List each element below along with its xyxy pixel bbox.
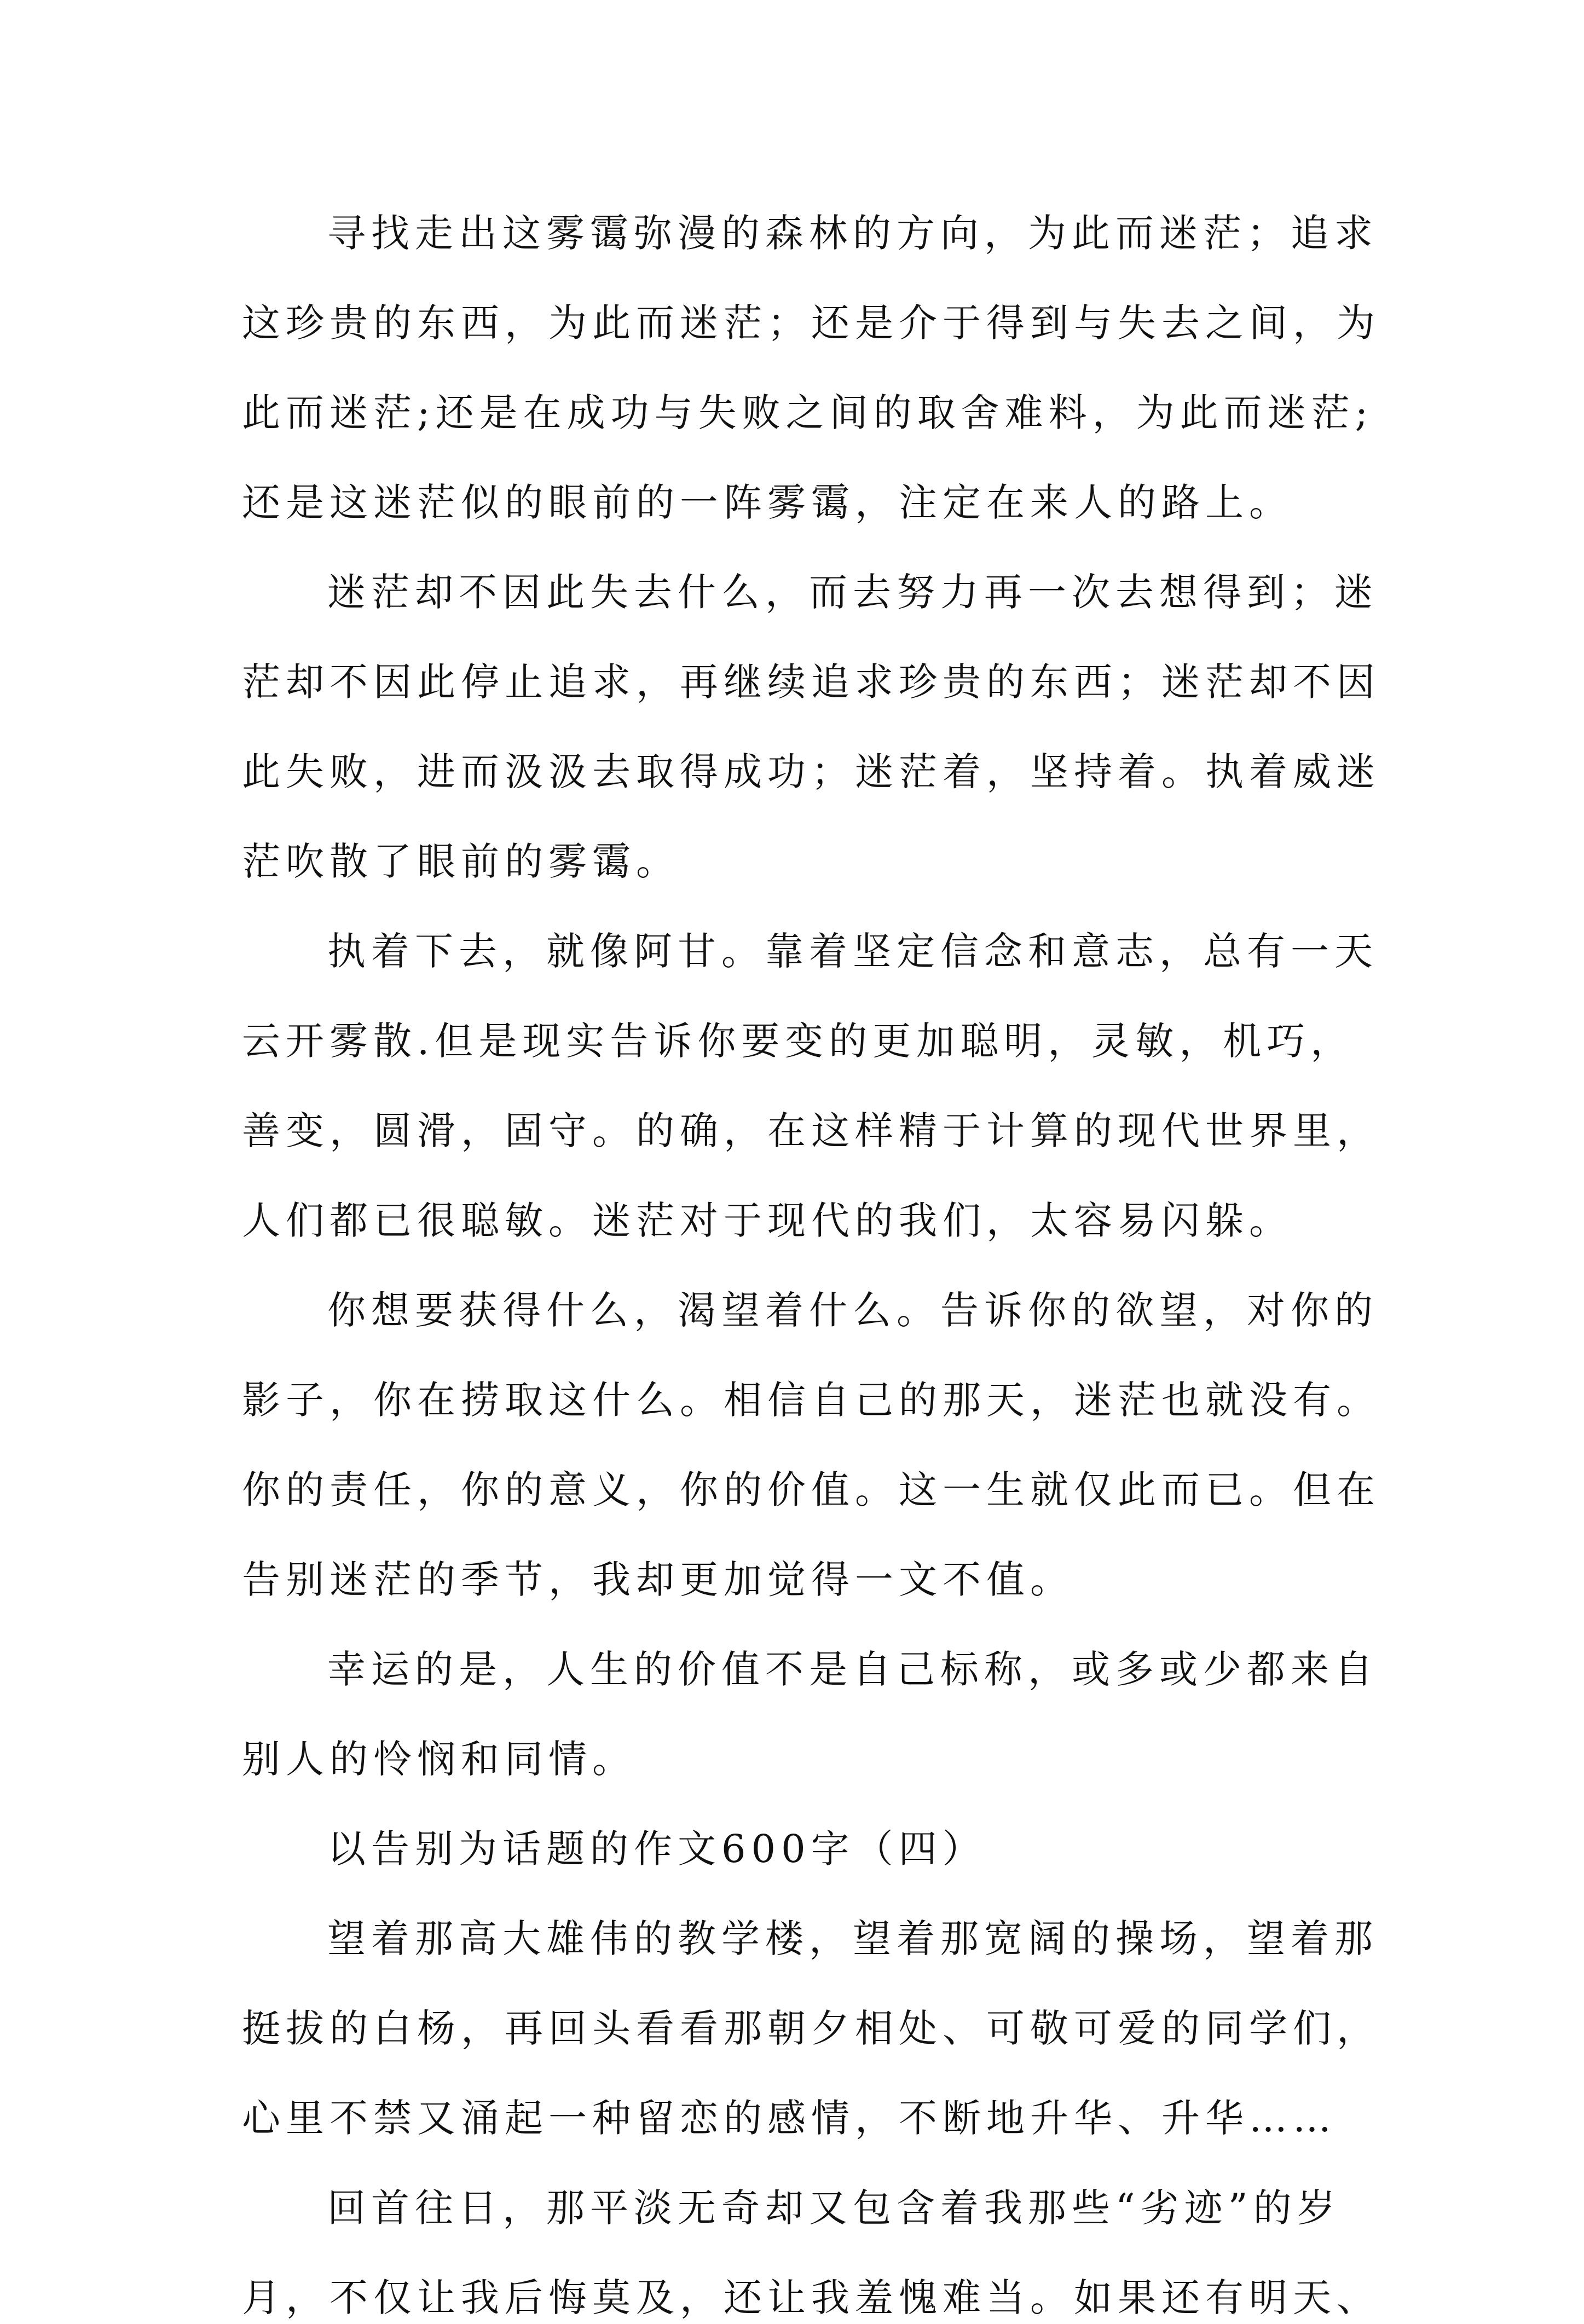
text-line: 善变，圆滑，固守。的确，在这样精于计算的现代世界里， <box>242 1108 1380 1153</box>
text-line: 寻找走出这雾霭弥漫的森林的方向，为此而迷茫；追求 <box>327 211 1378 256</box>
text-line: 茫却不因此停止追求，再继续追求珍贵的东西；迷茫却不因 <box>242 660 1380 704</box>
text-line: 此失败，进而汲汲去取得成功；迷茫着，坚持着。执着威迷 <box>242 749 1380 794</box>
text-line: 望着那高大雄伟的教学楼，望着那宽阔的操场，望着那 <box>327 1916 1378 1961</box>
text-line: 云开雾散.但是现实告诉你要变的更加聪明，灵敏，机巧， <box>242 1019 1355 1063</box>
text-line: 幸运的是，人生的价值不是自己标称，或多或少都来自 <box>327 1647 1378 1692</box>
text-line: 还是这迷茫似的眼前的一阵雾霭，注定在来人的路上。 <box>242 480 1293 525</box>
text-line: 回首往日，那平淡无奇却又包含着我那些“劣迹”的岁 <box>327 2186 1341 2230</box>
text-line: 月，不仅让我后悔莫及，还让我羞愧难当。如果还有明天、 <box>242 2275 1380 2320</box>
text-line: 迷茫却不因此失去什么，而去努力再一次去想得到；迷 <box>327 570 1378 615</box>
text-line: 影子，你在捞取这什么。相信自己的那天，迷茫也就没有。 <box>242 1378 1380 1423</box>
text-line: 你想要获得什么，渴望着什么。告诉你的欲望，对你的 <box>327 1288 1378 1333</box>
text-line: 告别迷茫的季节，我却更加觉得一文不值。 <box>242 1557 1074 1602</box>
text-line: 此而迷茫;还是在成功与失败之间的取舍难料，为此而迷茫; <box>242 390 1374 435</box>
text-line: 挺拔的白杨，再回头看看那朝夕相处、可敬可爱的同学们， <box>242 2006 1380 2051</box>
text-line: 执着下去，就像阿甘。靠着坚定信念和意志，总有一天 <box>327 929 1378 974</box>
text-line: 茫吹散了眼前的雾霭。 <box>242 839 680 884</box>
section-heading: 以告别为话题的作文600字（四） <box>327 1826 986 1871</box>
text-line: 心里不禁又涌起一种留恋的感情，不断地升华、升华…… <box>242 2096 1337 2141</box>
text-line: 这珍贵的东西，为此而迷茫；还是介于得到与失去之间，为 <box>242 300 1380 345</box>
text-line: 别人的怜悯和同情。 <box>242 1737 636 1782</box>
text-line: 你的责任，你的意义，你的价值。这一生就仅此而已。但在 <box>242 1467 1380 1512</box>
text-line: 人们都已很聪敏。迷茫对于现代的我们，太容易闪躲。 <box>242 1198 1293 1243</box>
